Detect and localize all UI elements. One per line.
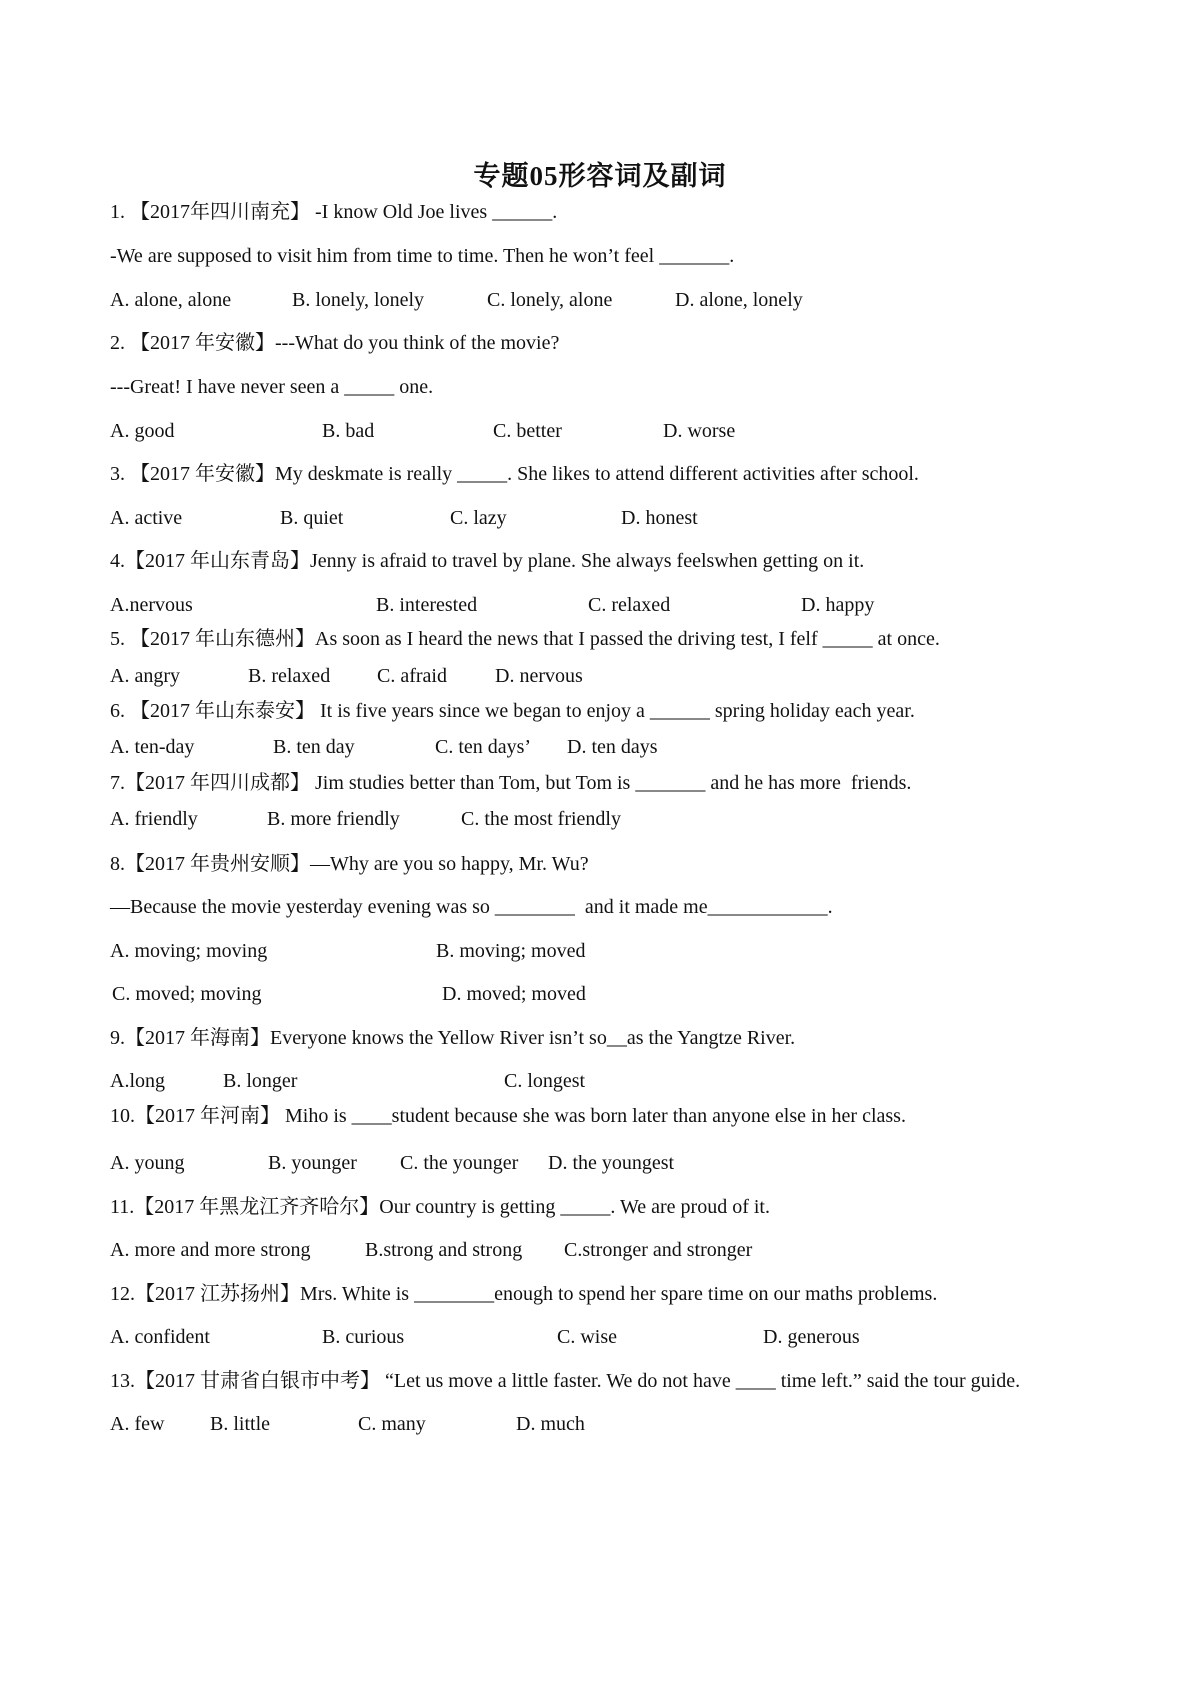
question-5-stem: 5. 【2017 年山东德州】As soon as I heard the news that I passed the driving test, I felf _____ at once. bbox=[110, 628, 940, 650]
question-2-stem: 2. 【2017 年安徽】---What do you think of the movie? bbox=[110, 332, 560, 354]
question-9-option-c: C. longest bbox=[504, 1070, 586, 1092]
question-12-option-c: C. wise bbox=[557, 1326, 617, 1348]
question-9-stem: 9.【2017 年海南】Everyone knows the Yellow River isn’t so__as the Yangtze River. bbox=[110, 1027, 796, 1049]
question-10-option-c: C. the younger bbox=[400, 1152, 519, 1174]
question-9-option-b: B. longer bbox=[223, 1070, 298, 1092]
question-13-option-b: B. little bbox=[210, 1413, 270, 1435]
question-1-stem: 1. 【2017年四川南充】 -I know Old Joe lives ______. bbox=[110, 201, 558, 223]
question-6-option-b: B. ten day bbox=[273, 736, 355, 758]
question-11-option-b: B.strong and strong bbox=[365, 1239, 523, 1261]
question-6-stem: 6. 【2017 年山东泰安】 It is five years since we began to enjoy a ______ spring holiday each year. bbox=[110, 700, 915, 722]
question-5-option-b: B. relaxed bbox=[248, 665, 331, 687]
question-1-option-c: C. lonely, alone bbox=[487, 289, 613, 311]
question-2-option-a: A. good bbox=[110, 420, 175, 442]
question-3-option-c: C. lazy bbox=[450, 507, 507, 529]
question-10-option-a: A. young bbox=[110, 1152, 185, 1174]
question-11-option-c: C.stronger and stronger bbox=[564, 1239, 753, 1261]
question-6-option-c: C. ten days’ bbox=[435, 736, 532, 758]
question-4-option-d: D. happy bbox=[801, 594, 875, 616]
question-1-option-b: B. lonely, lonely bbox=[292, 289, 425, 311]
question-1-option-d: D. alone, lonely bbox=[675, 289, 803, 311]
question-4-option-a: A.nervous bbox=[110, 594, 193, 616]
question-12-option-a: A. confident bbox=[110, 1326, 210, 1348]
question-13-option-d: D. much bbox=[516, 1413, 585, 1435]
question-8-option-a: A. moving; moving bbox=[110, 940, 268, 962]
question-6-option-d: D. ten days bbox=[567, 736, 658, 758]
question-5-option-c: C. afraid bbox=[377, 665, 447, 687]
question-4-option-b: B. interested bbox=[376, 594, 478, 616]
question-7-option-c: C. the most friendly bbox=[461, 808, 621, 830]
question-3-option-b: B. quiet bbox=[280, 507, 344, 529]
question-10-stem: 10.【2017 年河南】 Miho is ____student because she was born later than anyone else in her class. bbox=[110, 1105, 906, 1127]
question-4-option-c: C. relaxed bbox=[588, 594, 671, 616]
question-12-stem: 12.【2017 江苏扬州】Mrs. White is ________enough to spend her spare time on our maths problems. bbox=[110, 1283, 938, 1305]
question-3-option-a: A. active bbox=[110, 507, 183, 529]
question-2-option-d: D. worse bbox=[663, 420, 736, 442]
question-2-option-c: C. better bbox=[493, 420, 562, 442]
question-11-stem: 11.【2017 年黑龙江齐齐哈尔】Our country is getting _____. We are proud of it. bbox=[110, 1196, 770, 1218]
question-13-option-a: A. few bbox=[110, 1413, 165, 1435]
question-13-stem: 13.【2017 甘肃省白银市中考】 “Let us move a little faster. We do not have ____ time left.” said the tour guide. bbox=[110, 1370, 1021, 1392]
question-8-option-d: D. moved; moved bbox=[442, 983, 586, 1005]
question-6-option-a: A. ten-day bbox=[110, 736, 195, 758]
question-1-extra: -We are supposed to visit him from time to time. Then he won’t feel _______. bbox=[110, 245, 735, 267]
question-5-option-d: D. nervous bbox=[495, 665, 583, 687]
question-13-option-c: C. many bbox=[358, 1413, 426, 1435]
question-12-option-d: D. generous bbox=[763, 1326, 860, 1348]
question-11-option-a: A. more and more strong bbox=[110, 1239, 311, 1261]
question-9-option-a: A.long bbox=[110, 1070, 165, 1092]
question-8-stem: 8.【2017 年贵州安顺】—Why are you so happy, Mr. Wu? bbox=[110, 853, 589, 875]
question-8-option-b: B. moving; moved bbox=[436, 940, 586, 962]
question-10-option-d: D. the youngest bbox=[548, 1152, 675, 1174]
question-7-option-a: A. friendly bbox=[110, 808, 198, 830]
question-8-extra: —Because the movie yesterday evening was so ________ and it made me____________. bbox=[110, 896, 833, 918]
question-7-stem: 7.【2017 年四川成都】 Jim studies better than Tom, but Tom is _______ and he has more friends. bbox=[110, 772, 912, 794]
question-5-option-a: A. angry bbox=[110, 665, 180, 687]
question-1-option-a: A. alone, alone bbox=[110, 289, 232, 311]
question-4-stem: 4.【2017 年山东青岛】Jenny is afraid to travel by plane. She always feelswhen getting on it. bbox=[110, 550, 865, 572]
question-10-option-b: B. younger bbox=[268, 1152, 357, 1174]
question-12-option-b: B. curious bbox=[322, 1326, 405, 1348]
question-8-option-c: C. moved; moving bbox=[112, 983, 262, 1005]
question-2-option-b: B. bad bbox=[322, 420, 375, 442]
question-3-stem: 3. 【2017 年安徽】My deskmate is really _____. She likes to attend different activities after school. bbox=[110, 463, 919, 485]
question-2-extra: ---Great! I have never seen a _____ one. bbox=[110, 376, 434, 398]
question-7-option-b: B. more friendly bbox=[267, 808, 400, 830]
page-title: 专题05形容词及副词 bbox=[473, 161, 727, 191]
question-3-option-d: D. honest bbox=[621, 507, 698, 529]
